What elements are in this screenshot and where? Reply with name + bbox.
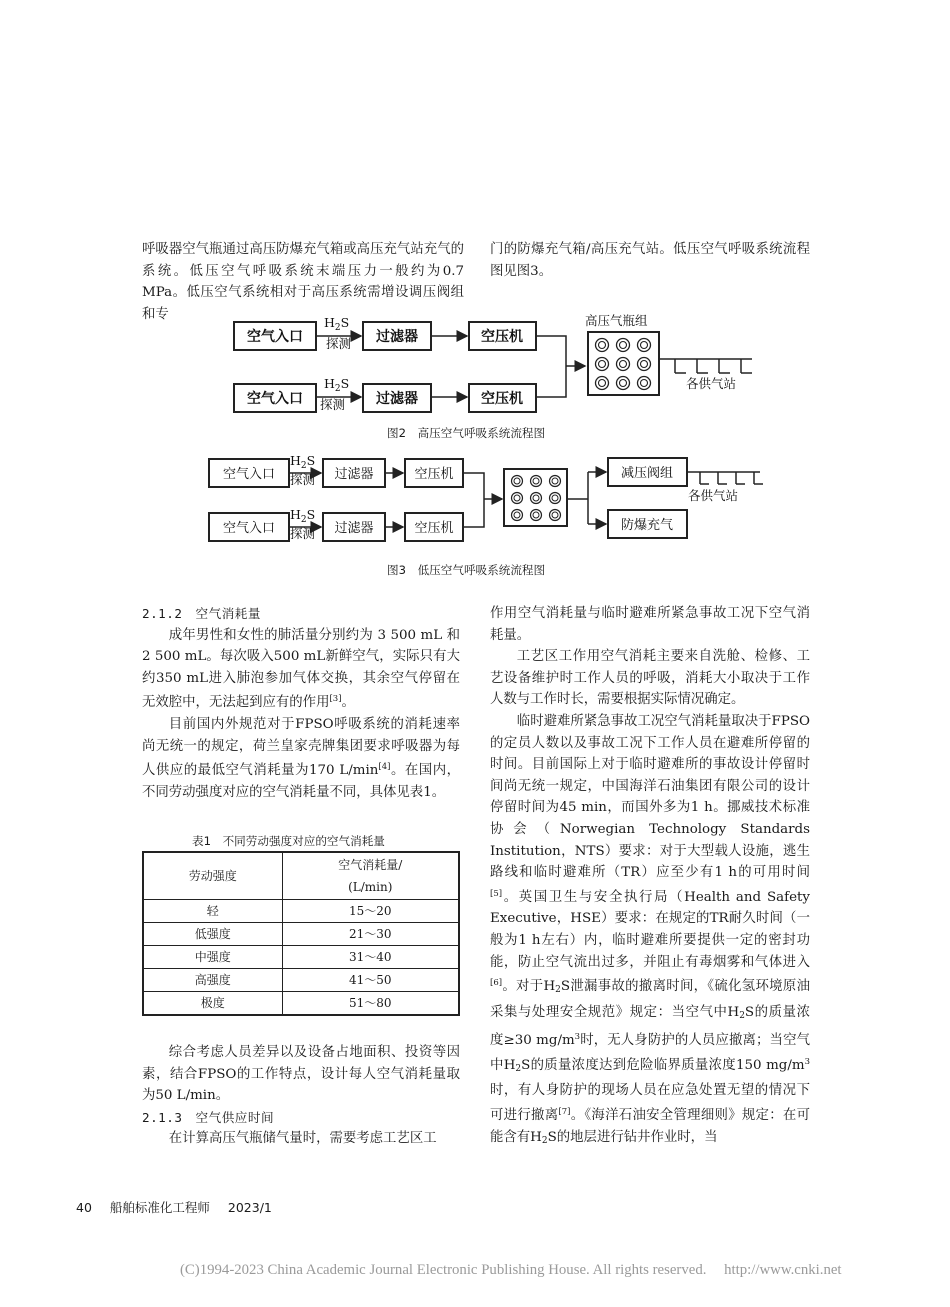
right-col-paragraph-0: 作用空气消耗量与临时避难所紧急事故工况下空气消耗量。: [490, 606, 810, 643]
fig2-filter-label-1: 过滤器: [376, 329, 418, 345]
right-col-paragraph-1: 工艺区工作用空气消耗主要来自洗舱、检修、工艺设备维护时工作人员的呼吸，消耗大小取决于工作人数与工作时长，需要根据实际情况确定。: [490, 649, 810, 708]
fig3-valve-group-label: 减压阀组: [620, 466, 674, 481]
table-cell-value: 31～40: [282, 946, 459, 969]
section-2-1-2-paragraph-2: 目前国内外规范对于FPSO呼吸系统的消耗速率尚无统一的规定，荷兰皇家壳牌集团要求呼吸器为每人供应的最低空气消耗量为170 L/min[4]。在国内，不同劳动强度对应的空气消耗量不同，具体见表1。: [142, 716, 461, 800]
table-row: [143, 946, 459, 969]
table-cell-value: 15～20: [282, 900, 459, 923]
fig3-detect-label-1: 探测: [290, 472, 316, 487]
figure-2-caption: 图2 高压空气呼吸系统流程图: [387, 426, 546, 440]
table-header-consumption: 空气消耗量/ (L/min): [282, 852, 459, 900]
fig3-compressor-label-2: 空压机: [414, 521, 454, 536]
table-cell-value: 21～30: [282, 923, 459, 946]
figure-3-caption: 图3 低压空气呼吸系统流程图: [387, 563, 546, 577]
right-col-paragraph-2: 临时避难所紧急事故工况空气消耗量取决于FPSO的定员人数以及事故工况下工作人员在避难所停留的时间。目前国际上对于临时避难所的事故设计停留时间尚无统一规定，中国海洋石油集团有限公司的设计停留时间为45 min，而国外多为1 h。挪威技术标准协会（Norwegian Technology Standards Institution，NTS）要求：对于大型载人设施，逃生路线和临时避难所（TR）应至少有1 h的可用时间[5]。英国卫生与安全执行局（Health and Safety Executive，HSE）要求：在规定的TR耐久时间（一般为1 h左右）内，临时避难所要提供一定的密封功能，防止空气流出过多，并阻止有毒烟雾和气体进入[6]。对于$H_2S$泄漏事故的撤离时间，《硫化氢环境原油采集与处理安全规范》规定：当空气中$H_2S$的质量浓度≥30 $mg/m^3$时，无人身防护的人员应撤离；当空气中$H_2S$的质量浓度达到危险临界质量浓度150 $mg/m^3$时，有人身防护的现场人员在应急处置无望的情况下可进行撤离[7]。《海洋石油安全管理细则》规定：在可能含有$H_2S$的地层进行钻井作业时，当: [490, 713, 810, 1146]
intro-left-paragraph: 呼吸器空气瓶通过高压防爆充气箱或高压充气站充气的系统。低压空气呼吸系统末端压力一般约为0.7 MPa。低压空气系统相对于高压系统需增设调压阀组和专: [142, 242, 464, 322]
section-2-1-2-paragraph-1: 成年男性和女性的肺活量分别约为 3 500 mL 和2 500 mL。每次吸入500 mL新鲜空气，实际只有大约350 mL进入肺泡参加气体交换，其余空气停留在无效腔中，无法起到应有的作用[3]。: [142, 627, 460, 711]
table-header-level: 劳动强度: [143, 852, 282, 900]
fig3-detect-label-2: 探测: [290, 526, 316, 541]
fig2-cylinder-group-label: 高压气瓶组: [585, 313, 648, 328]
table-cell-level: 高强度: [143, 969, 282, 992]
section-2-1-3-heading: 2.1.3 空气供应时间: [142, 1109, 275, 1125]
table-1: [142, 851, 460, 1016]
flow-diagrams: [0, 0, 950, 600]
intro-right-paragraph: 门的防爆充气箱/高压充气站。低压空气呼吸系统流程图见图3。: [490, 242, 810, 279]
table-cell-level: 轻: [143, 900, 282, 923]
table-cell-level: 极度: [143, 992, 282, 1016]
fig3-stations-manifold: [687, 472, 763, 484]
fig2-inlet-label-1: 空气入口: [247, 329, 303, 345]
fig3-explosion-proof-label: 防爆充气: [620, 518, 674, 533]
copyright-watermark: [180, 1262, 856, 1279]
left-column-after-table: [142, 1042, 460, 1150]
cnki-url: http://www.cnki.net: [724, 1262, 842, 1278]
table-cell-level: 低强度: [143, 923, 282, 946]
table-cell-value: 51～80: [282, 992, 459, 1016]
left-column: [142, 603, 460, 803]
fig2-merge-line: [536, 336, 566, 397]
page-footer: [76, 1198, 286, 1216]
fig2-stations-label: 各供气站: [686, 376, 737, 391]
fig2-detect-label-1: 探测: [326, 336, 352, 351]
fig3-h2s-label-1: $H_2S$: [290, 453, 316, 471]
fig3-inlet-label-1: 空气入口: [222, 467, 276, 482]
table-row: [143, 900, 459, 923]
fig3-h2s-label-2: $H_2S$: [290, 507, 316, 525]
fig3-inlet-label-2: 空气入口: [222, 521, 276, 536]
fig2-compressor-label-2: 空压机: [481, 391, 523, 407]
section-2-1-3-paragraph: 在计算高压气瓶储气量时，需要考虑工艺区工: [168, 1131, 437, 1147]
consumption-conclusion-paragraph: 综合考虑人员差异以及设备占地面积、投资等因素，结合FPSO的工作特点，设计每人空气消耗量取为50 L/min。: [142, 1045, 460, 1104]
fig2-stations-manifold: [659, 359, 752, 373]
right-column: [490, 603, 810, 1152]
fig3-merge-line: [463, 473, 484, 527]
figure-3: [209, 453, 763, 541]
fig3-compressor-label-1: 空压机: [414, 467, 454, 482]
fig3-filter-label-1: 过滤器: [334, 467, 374, 482]
table-cell-level: 中强度: [143, 946, 282, 969]
fig2-filter-label-2: 过滤器: [376, 391, 418, 407]
issue: 2023/1: [227, 1200, 272, 1215]
journal-name: 船舶标准化工程师: [109, 1200, 210, 1215]
figure-2: [234, 313, 752, 412]
section-2-1-2-heading: 2.1.2 空气消耗量: [142, 606, 261, 621]
table-row: [143, 923, 459, 946]
page-number: 40: [76, 1200, 92, 1215]
fig2-h2s-label-1: $H_2S$: [324, 315, 350, 333]
table-row: [143, 992, 459, 1016]
fig3-stations-label: 各供气站: [688, 488, 739, 503]
fig2-detect-label-2: 探测: [320, 397, 346, 412]
table-cell-value: 41～50: [282, 969, 459, 992]
fig2-h2s-label-2: $H_2S$: [324, 376, 350, 394]
table-header-row: [143, 852, 459, 900]
table-row: [143, 969, 459, 992]
fig3-filter-label-2: 过滤器: [334, 521, 374, 536]
fig2-compressor-label-1: 空压机: [481, 329, 523, 345]
copyright-text: (C)1994-2023 China Academic Journal Electronic Publishing House. All rights reserved.: [180, 1262, 707, 1278]
table-1-caption: 表1 不同劳动强度对应的空气消耗量: [192, 834, 385, 848]
fig2-inlet-label-2: 空气入口: [247, 391, 303, 407]
